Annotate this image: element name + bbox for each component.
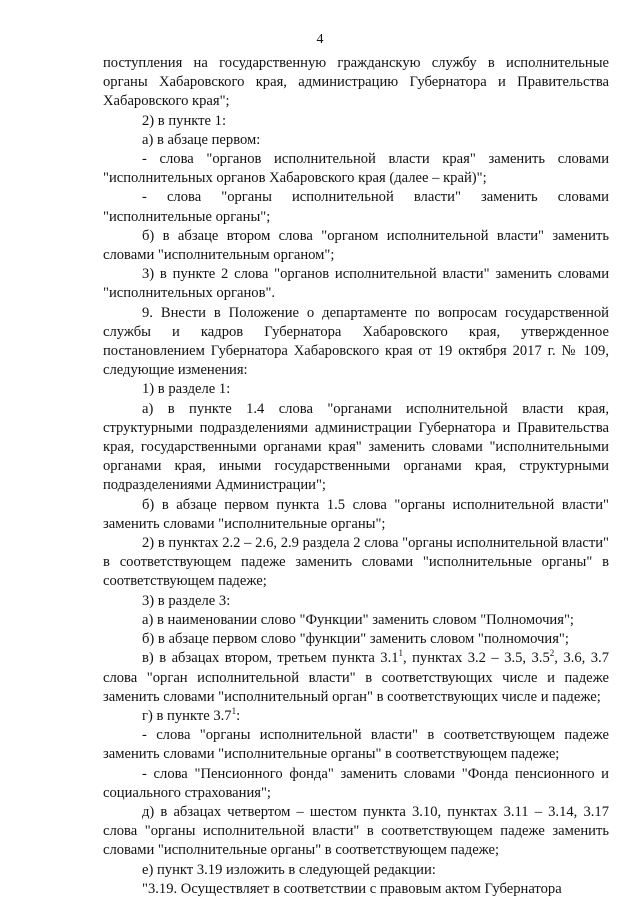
paragraph-g <box>103 707 609 726</box>
paragraph-v-pre: в) в абзацах втором, третьем пункта 3.1 <box>142 650 399 667</box>
paragraph-v-post: , 3.6, 3.7 слова "орган исполнительной власти" в соответствующих числе и падеже заменить словами "исполнительный орган" в соответствующих числе и падеже; <box>103 650 609 705</box>
paragraph: 9. Внести в Положение о департаменте по вопросам государственной службы и кадров Губернатора Хабаровского края, утвержденное постановлением Губернатора Хабаровского края от 19 октября 2017 г. № 109, следующие изменения: <box>103 304 609 379</box>
paragraph: 1) в разделе 1: <box>142 381 231 398</box>
paragraph: "3.19. Осуществляет в соответствии с правовым актом Губернатора <box>142 880 562 897</box>
superscript: 1 <box>231 705 237 716</box>
paragraph: - слова "Пенсионного фонда" заменить словами "Фонда пенсионного и социального страхования"; <box>103 765 609 801</box>
paragraph-g-post: : <box>236 707 241 724</box>
page-number: 4 <box>316 32 324 47</box>
paragraph: е) пункт 3.19 изложить в следующей редакции: <box>142 861 436 878</box>
paragraph: - слова "органы исполнительной власти" в соответствующем падеже заменить словами "исполнительные органы" в соответствующем падеже; <box>103 727 609 763</box>
paragraph: 3) в пункте 2 слова "органов исполнительной власти" заменить словами "исполнительных органов". <box>103 266 609 302</box>
paragraph-g-pre: г) в пункте 3.7 <box>142 707 232 724</box>
paragraph: 2) в пунктах 2.2 – 2.6, 2.9 раздела 2 слова "органы исполнительной власти" в соответствующем падеже заменить словами "исполнительные органы" в соответствующем падеже; <box>103 535 609 590</box>
paragraph: а) в абзаце первом: <box>142 131 261 148</box>
paragraph: б) в абзаце первом пункта 1.5 слова "органы исполнительной власти" заменить словами "исполнительные органы"; <box>103 496 609 532</box>
paragraph: а) в пункте 1.4 слова "органами исполнительной власти края, структурными подразделениями администрации Губернатора и Правительства края, государственными органами края" заменить словами "исполнительными органами края, иными государственными органами края, структурными подразделениями Администрации"; <box>103 400 609 494</box>
paragraph: б) в абзаце втором слова "органом исполнительной власти" заменить словами "исполнительным органом"; <box>103 227 609 264</box>
paragraph-v <box>103 649 609 707</box>
paragraph: - слова "органы исполнительной власти" заменить словами "исполнительные органы"; <box>103 189 609 225</box>
paragraph: 2) в пункте 1: <box>142 112 227 129</box>
paragraph-v-mid: , пунктах 3.2 – 3.5, 3.5 <box>403 650 550 667</box>
paragraph: д) в абзацах четвертом – шестом пункта 3.10, пунктах 3.11 – 3.14, 3.17 слова "органы исполнительной власти" в соответствующем падеже заменить словами "исполнительные органы" в соответствующем падеже; <box>103 803 609 859</box>
paragraph: б) в абзаце первом слово "функции" заменить словом "полномочия"; <box>142 631 569 648</box>
superscript: 2 <box>549 648 555 659</box>
paragraph: поступления на государственную гражданскую службу в исполнительные органы Хабаровского края, администрацию Губернатора и Правительства Хабаровского края"; <box>103 55 609 110</box>
paragraph: 3) в разделе 3: <box>142 592 231 609</box>
paragraph: - слова "органов исполнительной власти края" заменить словами "исполнительных органов Хабаровского края (далее – край)"; <box>103 151 609 187</box>
paragraph: а) в наименовании слово "Функции" заменить словом "Полномочия"; <box>142 611 574 628</box>
superscript: 1 <box>398 648 404 659</box>
document-body <box>103 54 609 899</box>
